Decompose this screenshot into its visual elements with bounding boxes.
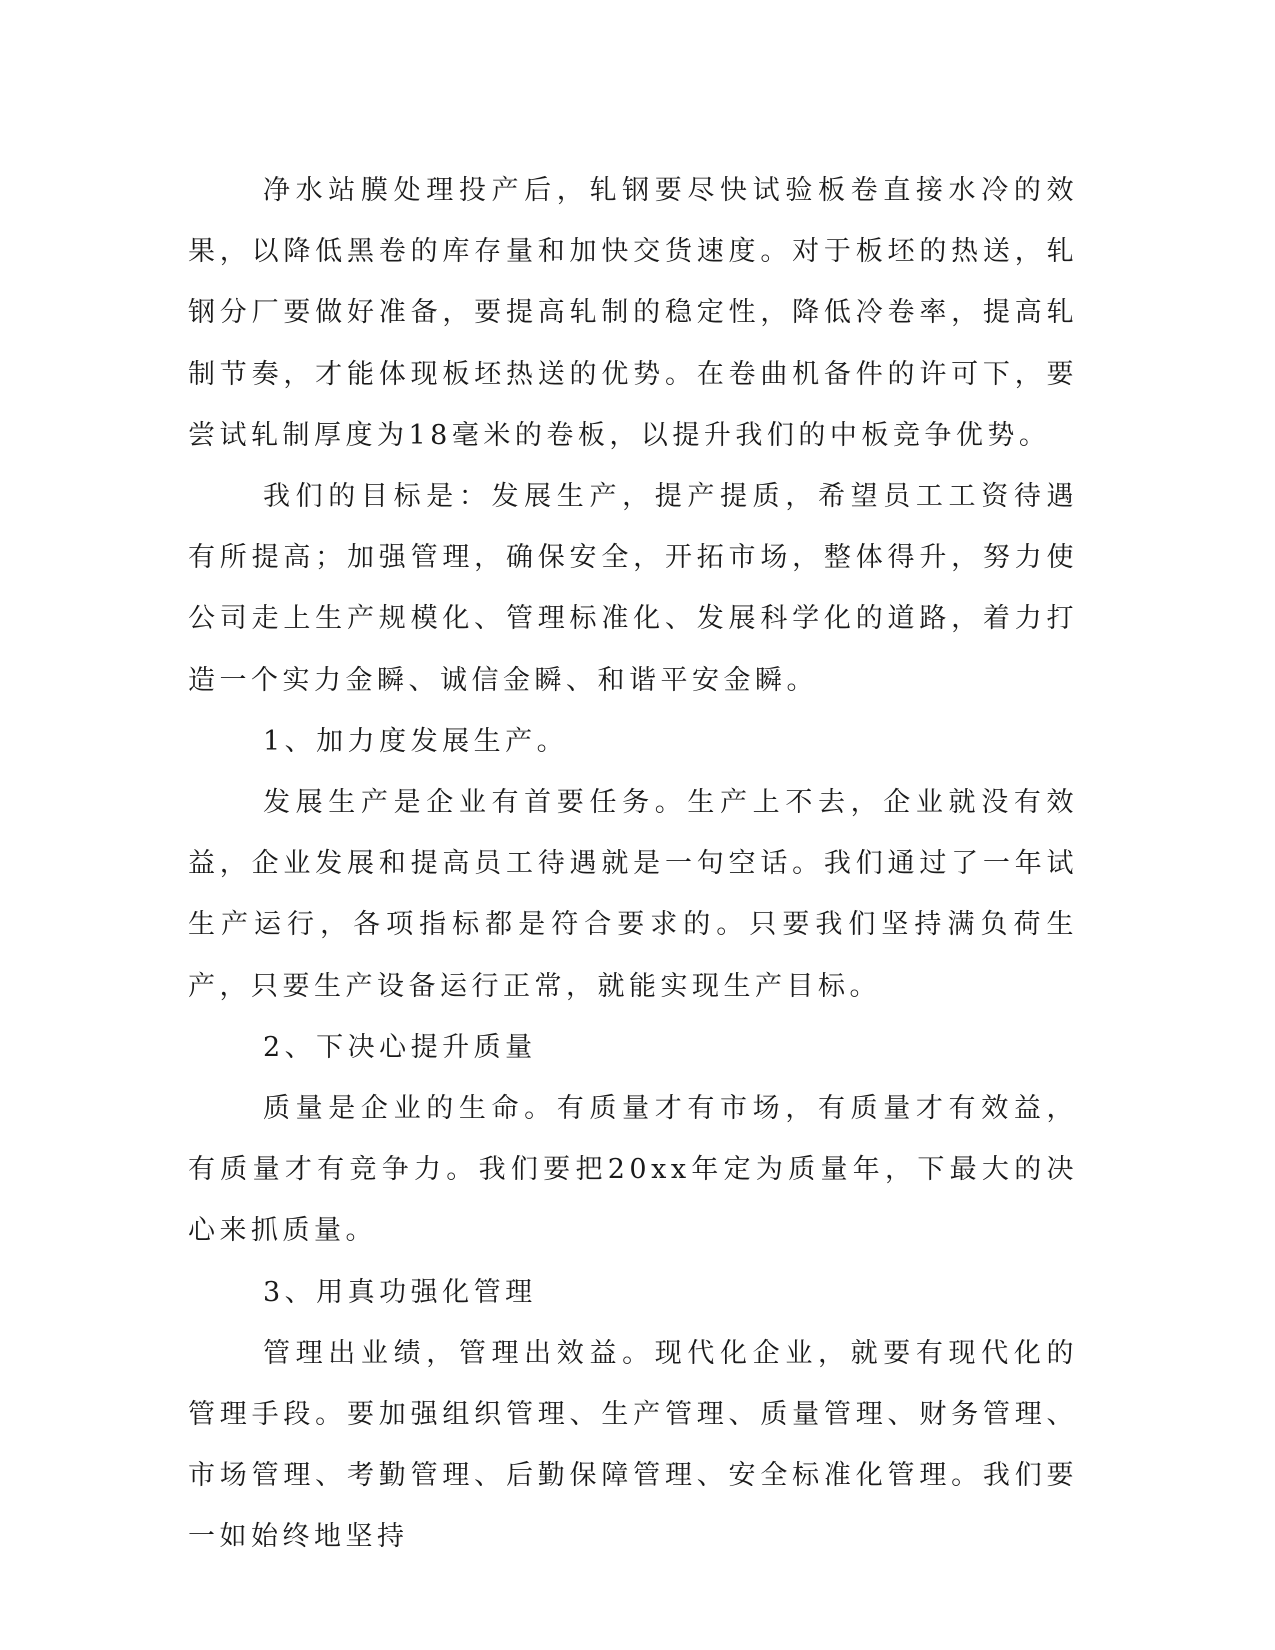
document-body	[188, 160, 1078, 1568]
paragraph-management: 管理出业绩，管理出效益。现代化企业，就要有现代化的管理手段。要加强组织管理、生产管理、质量管理、财务管理、市场管理、考勤管理、后勤保障管理、安全标准化管理。我们要一如始终地坚持	[188, 1337, 1078, 1553]
paragraph-production: 发展生产是企业有首要任务。生产上不去，企业就没有效益，企业发展和提高员工待遇就是一句空话。我们通过了一年试生产运行，各项指标都是符合要求的。只要我们坚持满负荷生产，只要生产设备运行正常，就能实现生产目标。	[188, 787, 1078, 1002]
paragraph-cooling-trial: 净水站膜处理投产后，轧钢要尽快试验板卷直接水冷的效果，以降低黑卷的库存量和加快交货速度。对于板坯的热送，轧钢分厂要做好准备，要提高轧制的稳定性，降低冷卷率，提高轧制节奏，才能体现板坯热送的优势。在卷曲机备件的许可下，要尝试轧制厚度为18毫米的卷板，以提升我们的中板竞争优势。	[188, 175, 1078, 451]
paragraph-goals: 我们的目标是：发展生产，提产提质，希望员工工资待遇有所提高；加强管理，确保安全，开拓市场，整体得升，努力使公司走上生产规模化、管理标准化、发展科学化的道路，着力打造一个实力金瞬、诚信金瞬、和谐平安金瞬。	[188, 481, 1078, 696]
paragraph-quality: 质量是企业的生命。有质量才有市场，有质量才有效益，有质量才有竞争力。我们要把20xx年定为质量年，下最大的决心来抓质量。	[188, 1093, 1078, 1247]
heading-production: 1、加力度发展生产。	[263, 725, 569, 757]
heading-quality: 2、下决心提升质量	[263, 1031, 537, 1063]
heading-management: 3、用真功强化管理	[263, 1276, 537, 1308]
